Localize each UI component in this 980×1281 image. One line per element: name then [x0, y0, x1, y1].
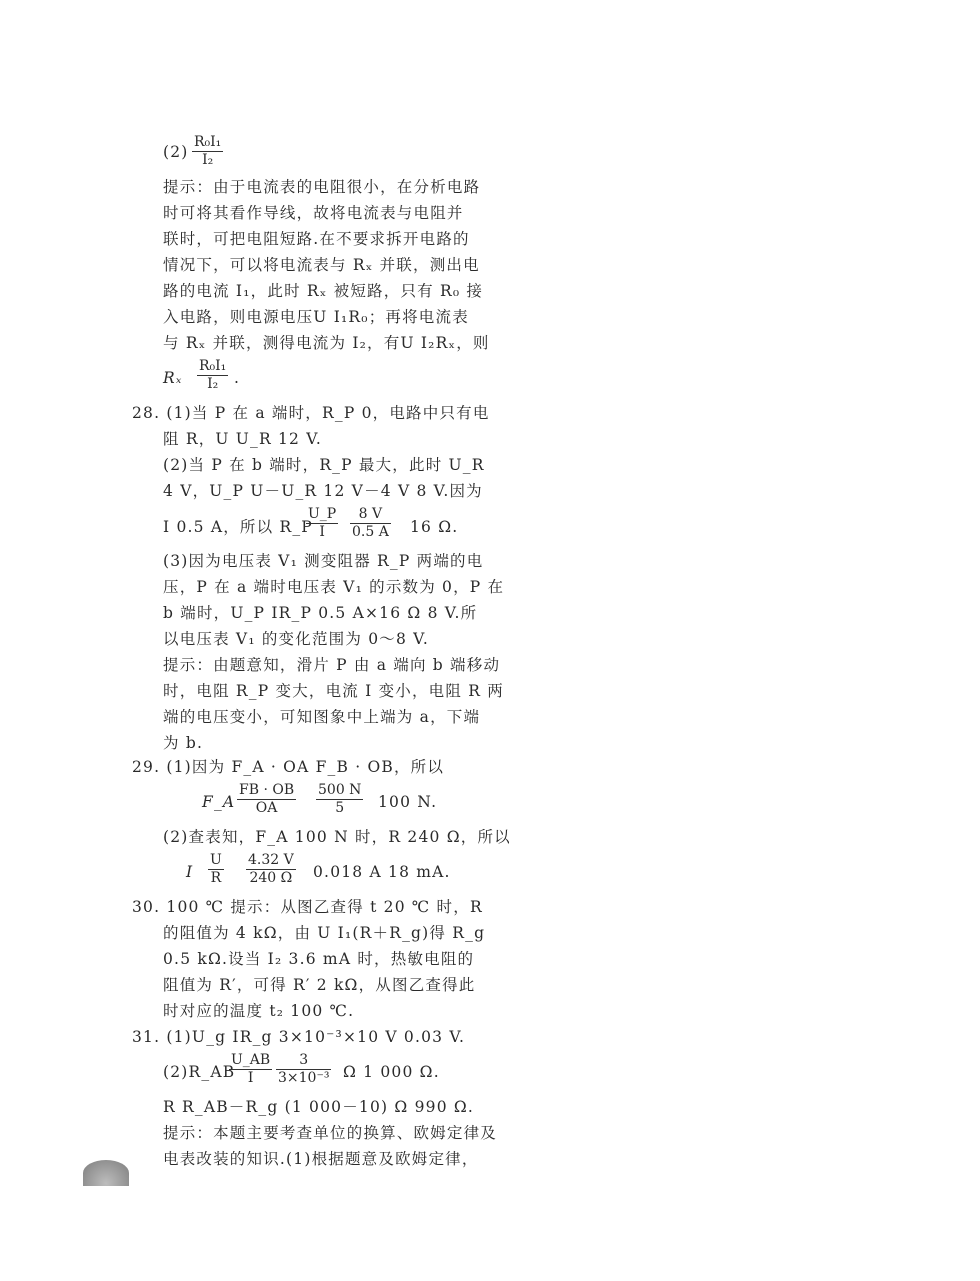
fraction-denominator: OA	[255, 800, 278, 816]
text-line: 时，电阻 R_P 变大，电流 I 变小，电阻 R 两	[163, 682, 504, 700]
fraction-numerator: R₀I₁	[199, 358, 227, 374]
fraction-denominator: 5	[335, 800, 345, 816]
fraction-denominator: I	[247, 1070, 254, 1086]
text-line: 提示：由于电流表的电阻很小，在分析电路	[163, 178, 481, 196]
text-line: 提示：由题意知，滑片 P 由 a 端向 b 端移动	[163, 656, 501, 674]
text-line: (2)当 P 在 b 端时，R_P 最大，此时 U_R	[163, 456, 485, 474]
fraction-numerator: FB · OB	[239, 782, 295, 798]
text-line: b 端时，U_P IR_P 0.5 A×16 Ω 8 V.所	[163, 604, 478, 622]
fraction-denominator: R	[210, 870, 222, 886]
fraction-denominator: I₂	[207, 376, 219, 392]
text-line: (3)因为电压表 V₁ 测变阻器 R_P 两端的电	[163, 552, 484, 570]
fraction-8v-over-05a	[350, 506, 391, 541]
fraction-numerator: 500 N	[318, 782, 362, 798]
question-30: 30. 100 ℃ 提示：从图乙查得 t 20 ℃ 时，R	[132, 898, 483, 916]
fraction-r0i1-over-i2	[192, 134, 223, 169]
text-line: (2)查表知，F_A 100 N 时，R 240 Ω，所以	[163, 828, 511, 846]
question-29: 29. (1)因为 F_A · OA F_B · OB，所以	[132, 758, 445, 776]
fraction-denominator: 240 Ω	[249, 870, 293, 886]
fraction-up-over-i	[306, 506, 338, 541]
fraction-numerator: 3	[276, 1052, 331, 1070]
text-line: 时对应的温度 t₂ 100 ℃.	[163, 1002, 355, 1020]
text-line: 以电压表 V₁ 的变化范围为 0～8 V.	[163, 630, 429, 648]
question-28: 28. (1)当 P 在 a 端时，R_P 0，电路中只有电	[132, 404, 490, 422]
text-line: 0.5 kΩ.设当 I₂ 3.6 mA 时，热敏电阻的	[163, 950, 475, 968]
fraction-numerator: U	[210, 852, 222, 868]
text-line: R R_AB－R_g (1 000－10) Ω 990 Ω.	[163, 1098, 475, 1116]
text-line: 入电路，则电源电压U I₁R₀；再将电流表	[163, 308, 469, 326]
fraction-numerator: 8 V	[350, 506, 391, 524]
fraction-denominator: 3×10⁻³	[278, 1070, 330, 1086]
text-line: I 0.5 A，所以 R_P	[163, 518, 313, 536]
fraction-3-over-3e-3	[276, 1052, 331, 1087]
text-line: 4 V，U_P U－U_R 12 V－4 V 8 V.因为	[163, 482, 483, 500]
text-line: 提示：本题主要考查单位的换算、欧姆定律及	[163, 1124, 498, 1142]
text-line: 为 b.	[163, 734, 204, 752]
formula-i-label: I	[186, 863, 194, 881]
question-31: 31. (1)U_g IR_g 3×10⁻³×10 V 0.03 V.	[132, 1028, 466, 1046]
fraction-500n-over-5	[316, 782, 363, 817]
text-line: 与 Rₓ 并联，测得电流为 I₂，有U I₂Rₓ，则	[163, 334, 490, 352]
text-line: 压，P 在 a 端时电压表 V₁ 的示数为 0，P 在	[163, 578, 505, 596]
page-corner-logo-icon	[83, 1160, 129, 1186]
fraction-rx	[197, 358, 228, 393]
text-line: 的阻值为 4 kΩ，由 U I₁(R＋R_g)得 R_g	[163, 924, 486, 942]
fraction-numerator: U_P	[308, 506, 337, 522]
text-line: 阻值为 R′，可得 R′ 2 kΩ，从图乙查得此	[163, 976, 476, 994]
fraction-numerator: U_AB	[231, 1052, 271, 1068]
text-line: 0.018 A 18 mA.	[313, 863, 451, 881]
fraction-432v-over-240ohm	[246, 852, 296, 887]
formula-rab-label: (2)R_AB	[163, 1063, 236, 1081]
fraction-fb-ob-over-oa	[237, 782, 296, 817]
text-line: 100 N.	[378, 793, 438, 811]
formula-rx-label: Rₓ	[163, 369, 183, 387]
formula-end: .	[234, 369, 241, 387]
fraction-denominator: I₂	[202, 152, 214, 168]
text-line: 端的电压变小，可知图象中上端为 a，下端	[163, 708, 481, 726]
text-line: 电表改装的知识.(1)根据题意及欧姆定律，	[163, 1150, 479, 1168]
answer-2-label: (2)	[163, 143, 189, 161]
text-line: 阻 R，U U_R 12 V.	[163, 430, 323, 448]
fraction-numerator: 4.32 V	[248, 852, 294, 868]
text-line: 联时，可把电阻短路.在不要求拆开电路的	[163, 230, 470, 248]
fraction-numerator: R₀I₁	[194, 134, 222, 150]
text-line: 情况下，可以将电流表与 Rₓ 并联，测出电	[163, 256, 480, 274]
text-line: 时可将其看作导线，故将电流表与电阻并	[163, 204, 464, 222]
text-line: Ω 1 000 Ω.	[343, 1063, 440, 1081]
text-line: 路的电流 I₁，此时 Rₓ 被短路，只有 R₀ 接	[163, 282, 484, 300]
fraction-denominator: 0.5 A	[352, 524, 389, 540]
fraction-uab-over-i	[229, 1052, 272, 1087]
fraction-denominator: I	[319, 524, 325, 540]
fraction-u-over-r	[208, 852, 224, 887]
text-line: 16 Ω.	[410, 518, 459, 536]
formula-fa-label: F_A	[202, 793, 236, 811]
